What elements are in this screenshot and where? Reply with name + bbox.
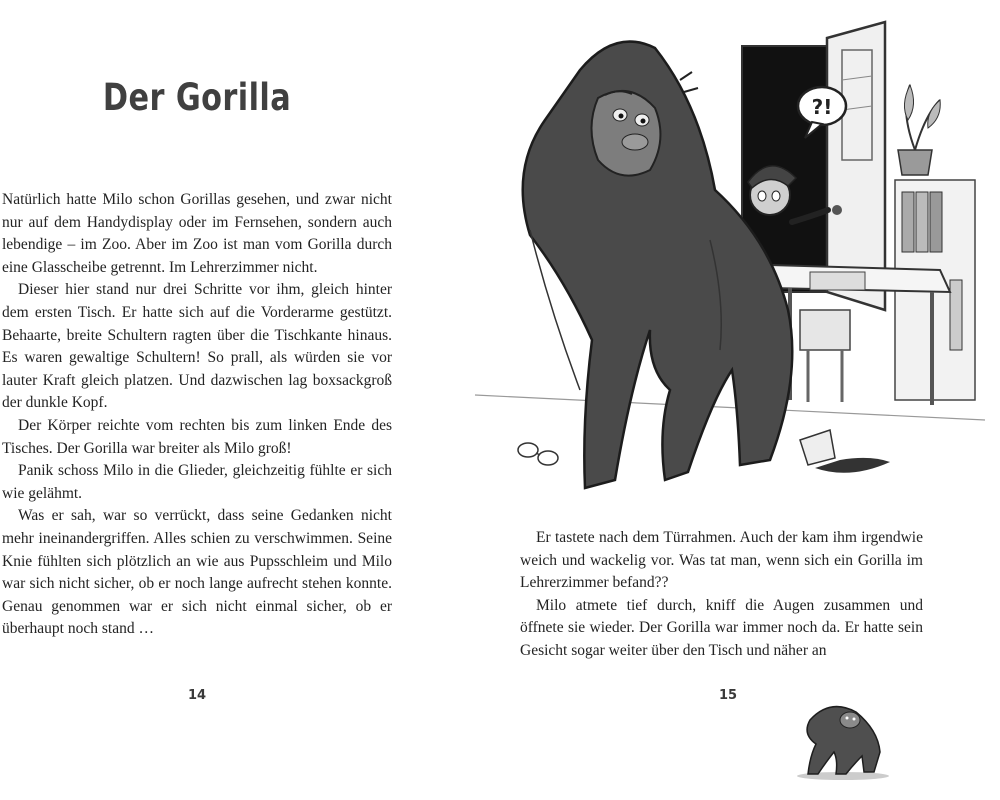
spilled-cup-icon [800,430,890,473]
paragraph: Dieser hier stand nur drei Schritte vor ihm, gleich hinter dem ersten Tisch. Er hatte sich auf die Vorderarme gestützt. Behaarte, breite Schultern ragten über die Tischkante hinaus. Es waren gewaltige Schultern! So prall, als würden sie vor lauter Kraft gleich platzen. Und dazwischen lag boxsackgroß der dunkle Kopf. [2,281,392,412]
page-number: 15 [718,688,738,703]
paragraph: Der Körper reichte vom rechten bis zum linken Ende des Tisches. Der Gorilla war breiter als Milo groß! [2,416,392,457]
paragraph: Natürlich hatte Milo schon Gorillas gesehen, und zwar nicht nur auf dem Handydisplay oder im Fernsehen, sondern auch lebendige – im Zoo. Aber im Zoo ist man vom Gorilla durch eine Glasscheibe getrennt. Im Lehrerzimmer nicht. [2,191,392,276]
paragraph: Er tastete nach dem Türrahmen. Auch der kam ihm irgendwie weich und wackelig vor. Was tat man, wenn sich ein Gorilla im Lehrerzimmer befand?? [520,529,923,592]
small-gorilla-illustration [788,690,898,785]
chapter-title: Der Gorilla [102,76,292,119]
gorilla-illustration [470,10,990,510]
left-body-text [2,189,392,641]
plant-icon [898,85,940,175]
page-number: 14 [187,688,207,703]
exclamation-text: ?! [811,95,833,119]
paragraph: Milo atmete tief durch, kniff die Augen zusammen und öffnete sie wieder. Der Gorilla war immer noch da. Er hatte sein Gesicht sogar weiter über den Tisch und näher an [520,596,923,659]
glasses-icon [518,443,558,465]
paragraph: Was er sah, war so verrückt, dass seine Gedanken nicht mehr ineinandergriffen. Alles schien zu verschwimmen. Seine Knie fühlten sich plötzlich an wie aus Pupsschleim und Milo war sich nicht sicher, ob er noch lange aufrecht stehen konnte. Genau genommen war er sich nicht einmal sicher, ob er überhaupt noch stand … [2,507,392,638]
right-body-text [520,527,923,663]
paragraph: Panik schoss Milo in die Glieder, gleichzeitig fühlte er sich wie gelähmt. [2,462,392,502]
